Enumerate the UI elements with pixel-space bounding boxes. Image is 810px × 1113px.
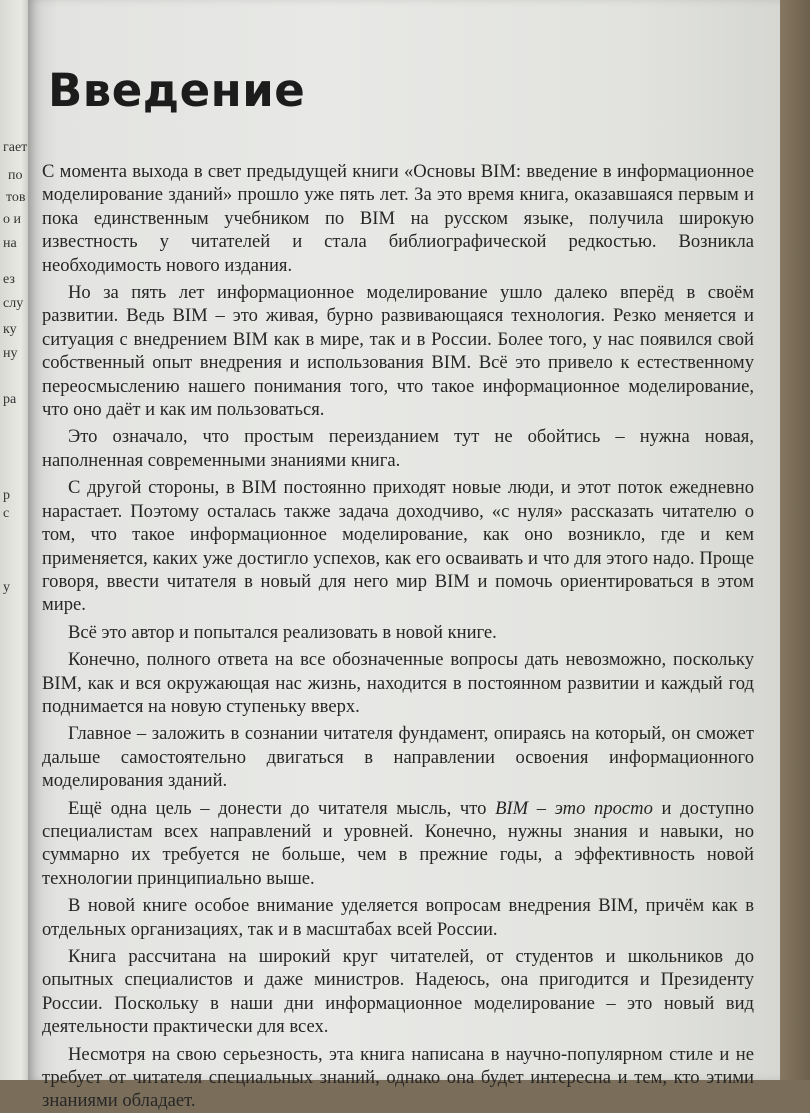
facing-page-fragment: тов bbox=[6, 190, 26, 205]
facing-page-fragment: на bbox=[3, 236, 17, 251]
book-page bbox=[28, 0, 780, 1112]
facing-page-fragment: ез bbox=[3, 272, 15, 287]
paragraph: С момента выхода в свет предыдущей книги «Основы BIM: введение в информационное моделирование зданий» прошло уже пять лет. За это время книга, оказавшаяся первым и пока единственным учебником по BIM на русском языке, получила широкую известность у читателей и стала библиографической редкостью. Возникла необходимость нового издания. bbox=[42, 161, 754, 276]
facing-page-fragment: слу bbox=[3, 296, 24, 311]
facing-page-fragment: гает bbox=[3, 140, 28, 155]
paragraph: Но за пять лет информационное моделирование ушло далеко вперёд в своём развитии. Ведь BIM – это живая, бурно развивающаяся технология. Резко меняется и ситуация с внедрением BIM как в мире, так и в России. Более того, у нас появился свой собственный опыт внедрения и использования BIM. Всё это привело к естественному переосмыслению нашего понимания того, что такое информационное моделирование, что оно даёт и как им пользоваться. bbox=[42, 282, 754, 421]
paragraph: Конечно, полного ответа на все обозначенные вопросы дать невозможно, поскольку BIM, как и вся окружающая нас жизнь, находится в постоянном развитии и каждый год поднимается на новую ступеньку вверх. bbox=[42, 649, 754, 717]
emphasis-text: BIM – это просто bbox=[495, 797, 653, 819]
facing-page-fragment: о и bbox=[3, 212, 21, 227]
facing-page-fragment: с bbox=[3, 506, 10, 521]
paragraph: Всё это автор и попытался реализовать в новой книге. bbox=[68, 621, 497, 643]
paragraph: В новой книге особое внимание уделяется вопросам внедрения BIM, причём как в отдельных организациях, так и в масштабах всей России. bbox=[42, 895, 754, 940]
facing-page-fragment: ра bbox=[3, 392, 17, 407]
paragraph: Несмотря на свою серьезность, эта книга написана в научно-популярном стиле и не требует от читателя специальных знаний, однако она будет интересна и тем, кто этими знаниями обладает. bbox=[42, 1043, 754, 1112]
facing-page-fragment: ну bbox=[3, 346, 18, 361]
body-text bbox=[42, 160, 754, 1113]
facing-page-fragment: ку bbox=[3, 322, 17, 337]
paragraph: Книга рассчитана на широкий круг читателей, от студентов и школьников до опытных специалистов и даже министров. Надеюсь, она пригодится и Президенту России. Поскольку в наши дни информационное моделирование – это новый вид деятельности практически для всех. bbox=[42, 946, 754, 1038]
paragraph-part: и доступно специалистам всех направлений и уровней. Конечно, нужны знания и навыки, но суммарно их требуется не больше, чем в прежние годы, а эффективность новой технологии принципиально выше. bbox=[42, 797, 755, 889]
paragraph: Это означало, что простым переизданием тут не обойтись – нужна новая, наполненная современными знаниями книга. bbox=[42, 426, 754, 471]
facing-page-edge bbox=[0, 0, 30, 1080]
facing-page-fragment: по bbox=[8, 168, 23, 183]
paragraph: С другой стороны, в BIM постоянно приходят новые люди, и этот поток ежедневно нарастает. Поэтому осталась также задача доходчиво, «с нуля» рассказать читателю о том, что такое информационное моделирование, как оно возникло, где и кем применяется, каких уже достигло успехов, как его осваивать и что для этого надо. Проще говоря, ввести читателя в новый для него мир BIM и помочь ориентироваться в этом мире. bbox=[42, 477, 754, 616]
paragraph: Главное – заложить в сознании читателя фундамент, опираясь на который, он сможет дальше самостоятельно двигаться в направлении освоения информационного моделирования зданий. bbox=[42, 723, 754, 792]
chapter-title: Введение bbox=[48, 64, 306, 117]
paragraph bbox=[42, 797, 754, 891]
paragraph-part: Ещё одна цель – донести до читателя мысль, что bbox=[68, 797, 496, 819]
facing-page-fragment: р bbox=[3, 488, 10, 503]
facing-page-fragment: у bbox=[3, 580, 10, 595]
